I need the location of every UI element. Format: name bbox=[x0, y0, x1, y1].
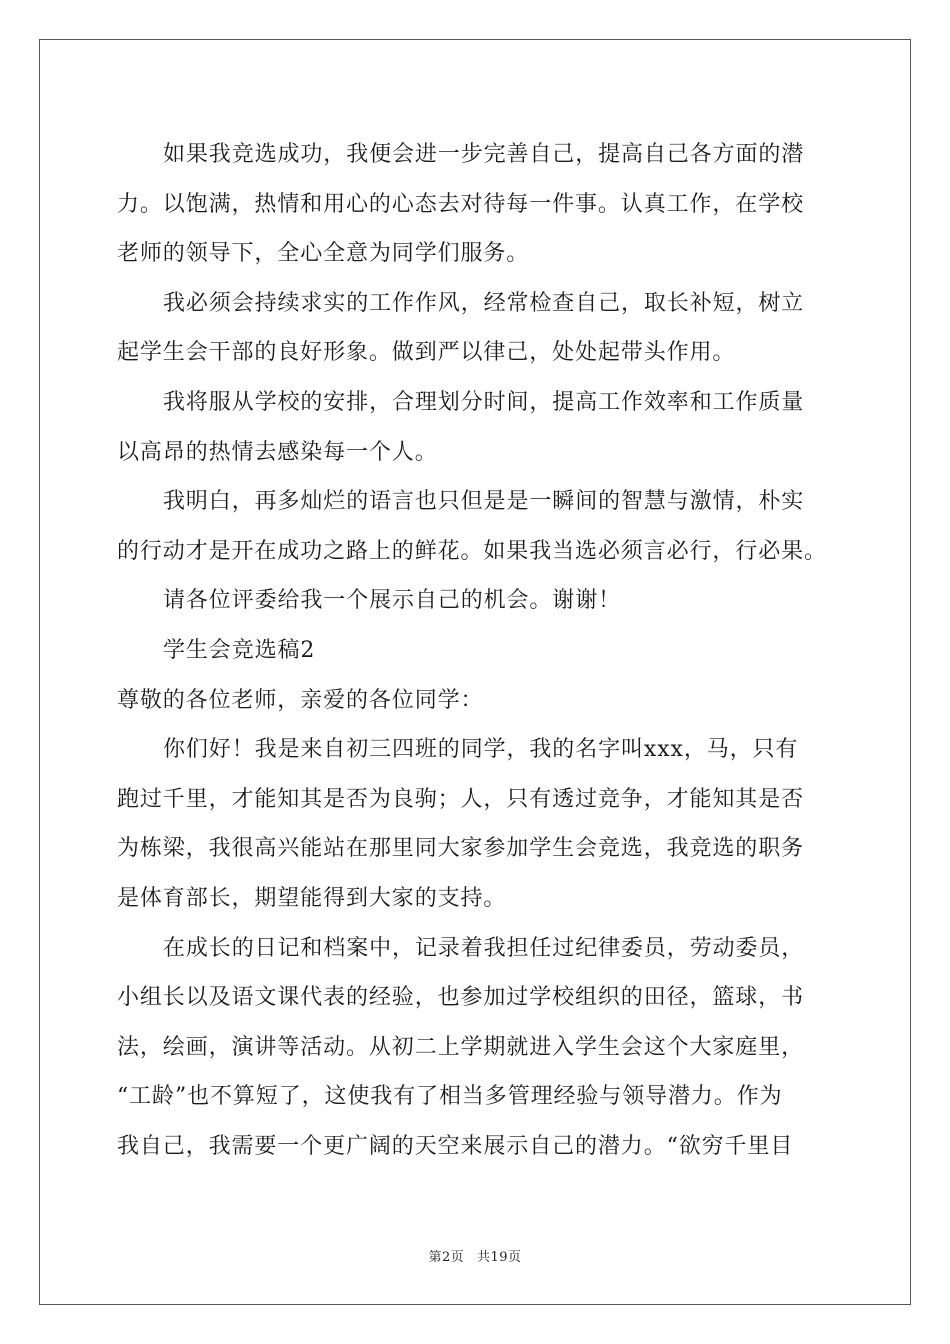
paragraph-line: 我明白，再多灿烂的语言也只但是是一瞬间的智慧与激情，朴实 bbox=[163, 489, 805, 515]
paragraph-line: 法，绘画，演讲等活动。从初二上学期就进入学生会这个大家庭里， bbox=[117, 1034, 805, 1060]
paragraph-line: 我必须会持续求实的工作作风，经常检查自己，取长补短，树立 bbox=[163, 290, 805, 316]
paragraph-line: 跑过千里，才能知其是否为良驹；人，只有透过竞争，才能知其是否 bbox=[117, 786, 805, 812]
paragraph-line: 小组长以及语文课代表的经验，也参加过学校组织的田径，篮球，书 bbox=[117, 985, 805, 1011]
paragraph-line: 力。以饱满，热情和用心的心态去对待每一件事。认真工作，在学校 bbox=[117, 191, 805, 217]
paragraph-line: 在成长的日记和档案中，记录着我担任过纪律委员，劳动委员， bbox=[163, 935, 805, 961]
paragraph-line: 请各位评委给我一个展示自己的机会。谢谢！ bbox=[163, 588, 622, 614]
paragraph-line: 为栋梁，我很高兴能站在那里同大家参加学生会竞选，我竞选的职务 bbox=[117, 836, 805, 862]
section-heading: 学生会竞选稿2 bbox=[163, 637, 316, 663]
paragraph-line: 以高昂的热情去感染每一个人。 bbox=[117, 439, 438, 465]
paragraph-line: “工龄”也不算短了，这使我有了相当多管理经验与领导潜力。作为 bbox=[117, 1084, 783, 1110]
salutation: 尊敬的各位老师，亲爱的各位同学： bbox=[117, 687, 484, 713]
paragraph-line: 如果我竞选成功，我便会进一步完善自己，提高自己各方面的潜 bbox=[163, 142, 805, 167]
paragraph-line: 的行动才是开在成功之路上的鲜花。如果我当选必须言必行，行必果。 bbox=[117, 538, 827, 564]
page-total: 共19页 bbox=[476, 1250, 522, 1265]
page-footer bbox=[0, 1246, 950, 1265]
paragraph-line: 起学生会干部的良好形象。做到严以律己，处处起带头作用。 bbox=[117, 340, 736, 366]
paragraph-line: 我将服从学校的安排，合理划分时间，提高工作效率和工作质量 bbox=[163, 389, 805, 415]
document-body bbox=[117, 130, 833, 1171]
page-number: 第2页 bbox=[428, 1250, 465, 1265]
paragraph-line: 是体育部长，期望能得到大家的支持。 bbox=[117, 885, 507, 911]
paragraph-line: 我自己，我需要一个更广阔的天空来展示自己的潜力。“欲穷千里目 bbox=[117, 1133, 794, 1159]
paragraph-line: 老师的领导下，全心全意为同学们服务。 bbox=[117, 241, 530, 267]
paragraph-line: 你们好！我是来自初三四班的同学，我的名字叫xxx，马，只有 bbox=[163, 737, 799, 763]
